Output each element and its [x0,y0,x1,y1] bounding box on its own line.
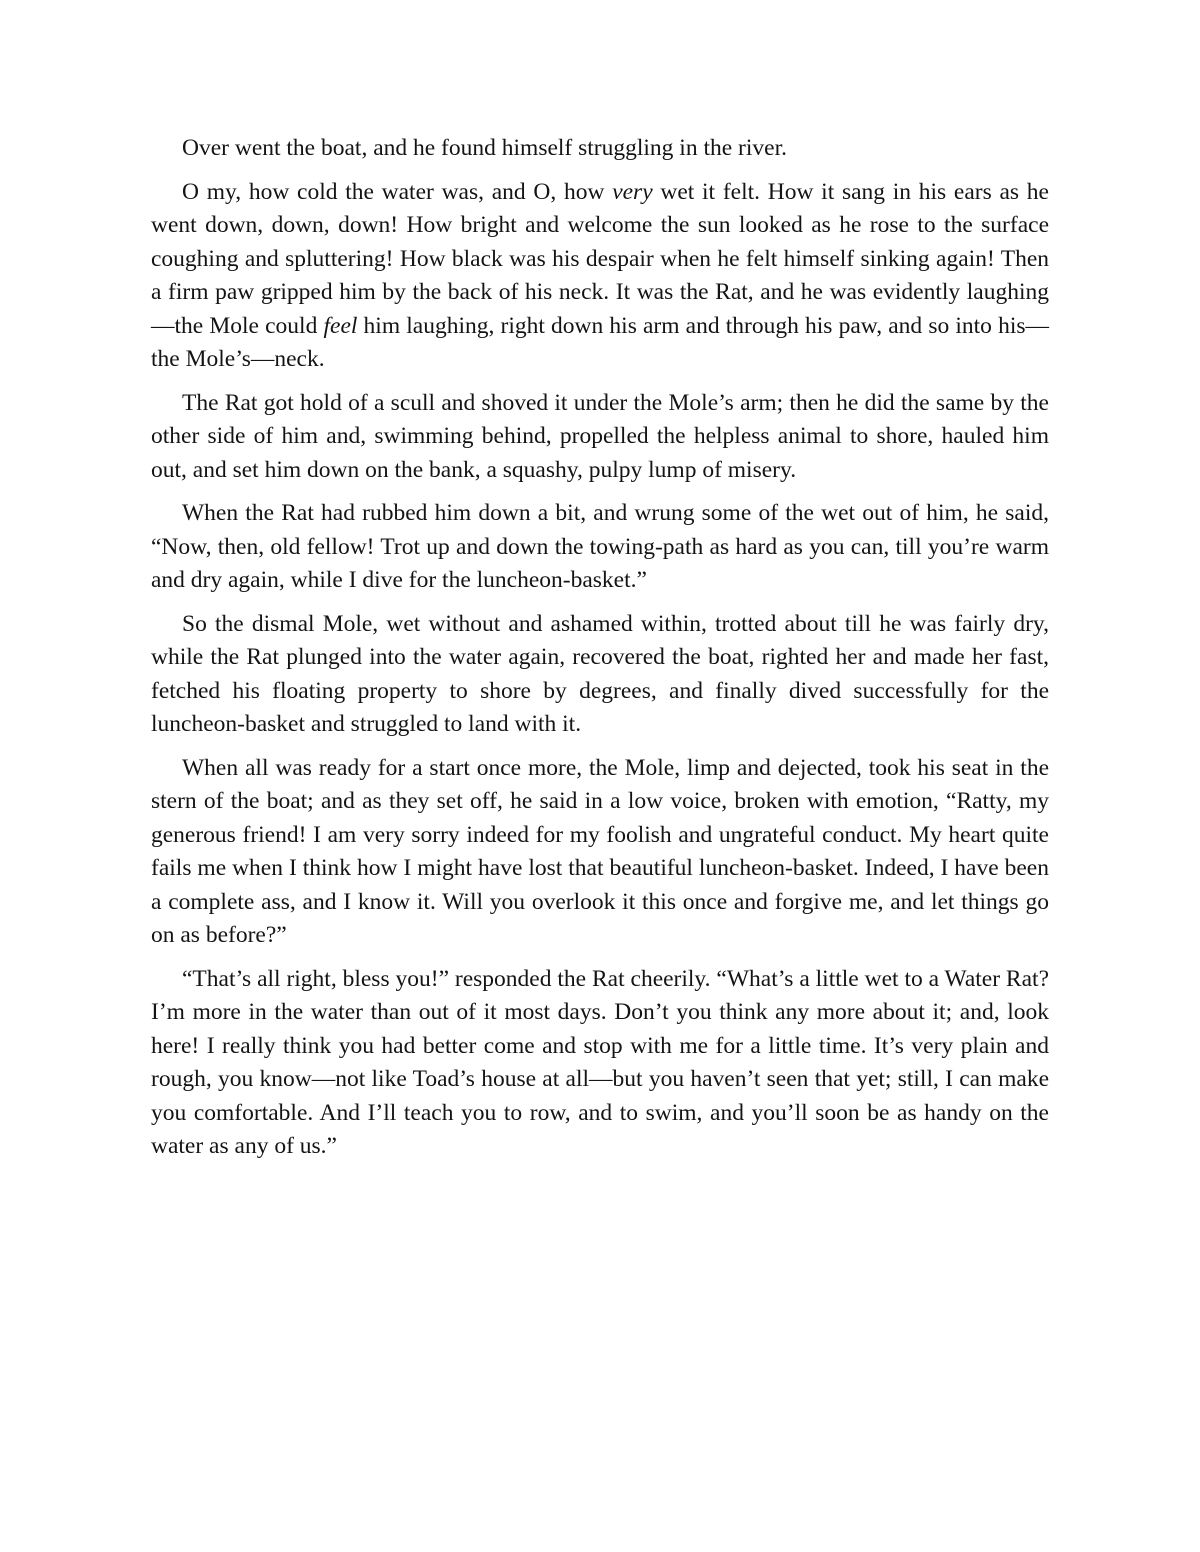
italic-text-run: feel [323,312,358,339]
text-run: When all was ready for a start once more, the Mole, limp and dejected, took his seat in the stern of the boat; and as they set off, he said in a low voice, broken with emotion, “Ratty, my generous friend! I am very sorry indeed for my foolish and ungrateful conduct. My heart quite fails me when I think how I might have lost that beautiful luncheon-basket. Indeed, I have been a complete ass, and I know it. Will you overlook it this once and forgive me, and let things go on as before?” [151,754,1049,948]
paragraph [151,752,1049,953]
paragraph [151,176,1049,377]
paragraph [151,608,1049,742]
italic-text-run: very [612,178,653,205]
text-run: When the Rat had rubbed him down a bit, and wrung some of the wet out of him, he said, “Now, then, old fellow! Trot up and down the towing-path as hard as you can, till you’re warm and dry again, while I dive for the luncheon-basket.” [151,500,1049,593]
paragraph [151,132,1049,166]
paragraph [151,387,1049,488]
text-run: “That’s all right, bless you!” responded the Rat cheerily. “What’s a little wet to a Water Rat? I’m more in the water than out of it most days. Don’t you think any more about it; and, look here! I really think you had better come and stop with me for a little time. It’s very plain and rough, you know—not like Toad’s house at all—but you haven’t seen that yet; still, I can make you comfortable. And I’ll teach you to row, and to swim, and you’ll soon be as handy on the water as any of us.” [151,965,1049,1159]
text-run: O my, how cold the water was, and O, how [182,178,613,205]
text-run: Over went the boat, and he found himself struggling in the river. [182,135,787,161]
text-run: So the dismal Mole, wet without and ashamed within, trotted about till he was fairly dry, while the Rat plunged into the water again, recovered the boat, righted her and made her fast, fetched his floating property to shore by degrees, and finally dived successfully for the luncheon-basket and struggled to land with it. [151,610,1049,737]
page-text [151,132,1049,1164]
text-run: The Rat got hold of a scull and shoved it under the Mole’s arm; then he did the same by the other side of him and, swimming behind, propelled the helpless animal to shore, hauled him out, and set him down on the bank, a squashy, pulpy lump of misery. [151,389,1049,483]
paragraph [151,963,1049,1164]
paragraph [151,497,1049,598]
text-run: him laughing, right down his arm and through his paw, and so into his—the Mole’s—neck. [151,312,1049,372]
text-run: wet it felt. How it sang in his ears as he went down, down, down! How bright and welcome the sun looked as he rose to the surface coughing and spluttering! How black was his despair when he felt himself sinking again! Then a firm paw gripped him by the back of his neck. It was the Rat, and he was evidently laughing—the Mole could [151,178,1049,339]
